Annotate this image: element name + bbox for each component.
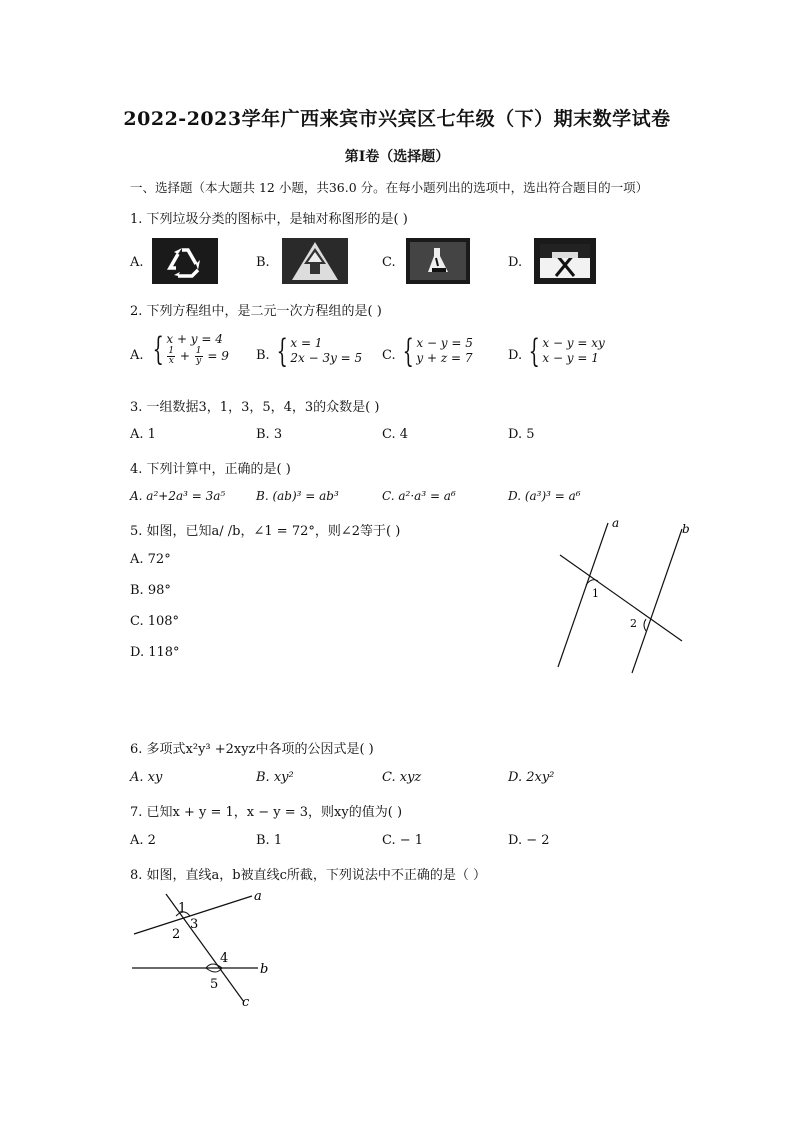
q2-option-b-label: B. <box>256 348 270 363</box>
question-2-stem: 2. 下列方程组中，是二元一次方程组的是( ) <box>130 304 382 319</box>
q7-option-b: B. 1 <box>256 833 283 848</box>
transversal <box>560 555 682 641</box>
label-angle-5: 5 <box>210 977 219 992</box>
section-subtitle: 第I卷（选择题） <box>344 149 450 165</box>
q3-option-d: D. 5 <box>508 427 535 442</box>
question-7-stem: 7. 已知x + y = 1，x − y = 3，则xy的值为( ) <box>130 805 403 820</box>
label-angle-1: 1 <box>178 901 187 916</box>
label-b: b <box>260 962 269 977</box>
q2-option-c-system: { x − y = 5 y + z = 7 <box>402 332 473 370</box>
label-b: b <box>682 522 690 536</box>
q4-option-c: C. a²·a³ = a⁶ <box>382 489 456 503</box>
q1-option-b-label: B. <box>256 255 270 270</box>
crossed-box-icon <box>534 238 596 284</box>
recycle-icon <box>152 238 218 284</box>
parallel-lines-figure-q5 <box>550 515 700 680</box>
transversal-figure-q8 <box>128 884 278 1012</box>
hazard-bottle-icon <box>406 238 470 284</box>
q3-option-a: A. 1 <box>130 427 156 442</box>
q3-option-c: C. 4 <box>382 427 409 442</box>
q4-option-d: D. (a³)³ = a⁶ <box>508 489 581 503</box>
question-1-stem: 1. 下列垃圾分类的图标中，是轴对称图形的是( ) <box>130 212 408 227</box>
q1-option-c-label: C. <box>382 255 396 270</box>
label-a: a <box>612 516 620 530</box>
q5-option-b: B. 98° <box>130 583 171 598</box>
q2-c-line-2: y + z = 7 <box>416 351 473 365</box>
q6-option-a: A. xy <box>130 770 163 785</box>
q2-b-line-2: 2x − 3y = 5 <box>290 351 363 365</box>
q2-b-line-1: x = 1 <box>290 336 323 350</box>
question-3-stem: 3. 一组数据3，1，3，5，4，3的众数是( ) <box>130 400 380 415</box>
q7-option-d: D. − 2 <box>508 833 550 848</box>
line-a <box>558 523 608 667</box>
q7-option-c: C. − 1 <box>382 833 424 848</box>
q2-option-a-system: { x + y = 4 $\frac{1}{x}$ + $\frac{1}{y}$ = 9 <box>152 330 229 368</box>
label-angle-3: 3 <box>190 917 199 932</box>
q2-option-d-label: D. <box>508 348 523 363</box>
q5-option-a: A. 72° <box>130 552 171 567</box>
q2-option-d-system: { x − y = xy x − y = 1 <box>528 332 605 370</box>
label-a: a <box>254 889 262 904</box>
question-5-stem: 5. 如图，已知a/ /b，∠1 = 72°，则∠2等于( ) <box>130 524 401 539</box>
label-angle-2: 2 <box>172 927 181 942</box>
label-angle-2: 2 <box>630 617 637 630</box>
q6-option-b: B. xy² <box>256 770 294 785</box>
q2-option-a-label: A. <box>130 348 144 363</box>
triangle-arrow-icon <box>282 238 348 284</box>
angle-2-arc <box>644 619 646 631</box>
q2-c-line-1: x − y = 5 <box>416 336 473 350</box>
label-angle-4: 4 <box>220 951 229 966</box>
q2-a-line-1: x + y = 4 <box>166 332 223 346</box>
q6-option-d: D. 2xy² <box>508 770 555 785</box>
section-heading: 一、选择题（本大题共 12 小题，共36.0 分。在每小题列出的选项中，选出符合题目的一项） <box>130 180 649 195</box>
q2-option-b-system: { x = 1 2x − 3y = 5 <box>276 332 363 370</box>
q3-option-b: B. 3 <box>256 427 283 442</box>
label-angle-1: 1 <box>592 587 599 600</box>
question-8-stem: 8. 如图，直线a，b被直线c所截，下列说法中不正确的是（ ） <box>130 868 487 883</box>
q5-option-d: D. 118° <box>130 645 180 660</box>
label-c: c <box>242 995 250 1010</box>
q2-d-line-2: x − y = 1 <box>542 351 599 365</box>
page-title: 2022-2023学年广西来宾市兴宾区七年级（下）期末数学试卷 <box>123 108 671 130</box>
q2-option-c-label: C. <box>382 348 396 363</box>
q5-option-c: C. 108° <box>130 614 180 629</box>
q7-option-a: A. 2 <box>130 833 156 848</box>
q2-d-line-1: x − y = xy <box>542 336 605 350</box>
question-4-stem: 4. 下列计算中，正确的是( ) <box>130 462 291 477</box>
q2-a-line-2: $\frac{1}{x}$ + $\frac{1}{y}$ = 9 <box>168 346 229 366</box>
q4-option-b: B. (ab)³ = ab³ <box>256 489 339 503</box>
q6-option-c: C. xyz <box>382 770 422 785</box>
q1-option-d-label: D. <box>508 255 523 270</box>
q4-option-a: A. a²+2a³ = 3a⁵ <box>130 489 226 503</box>
line-b <box>632 529 682 673</box>
q1-option-a-label: A. <box>130 255 144 270</box>
question-6-stem: 6. 多项式x²y³ +2xyz中各项的公因式是( ) <box>130 742 374 757</box>
